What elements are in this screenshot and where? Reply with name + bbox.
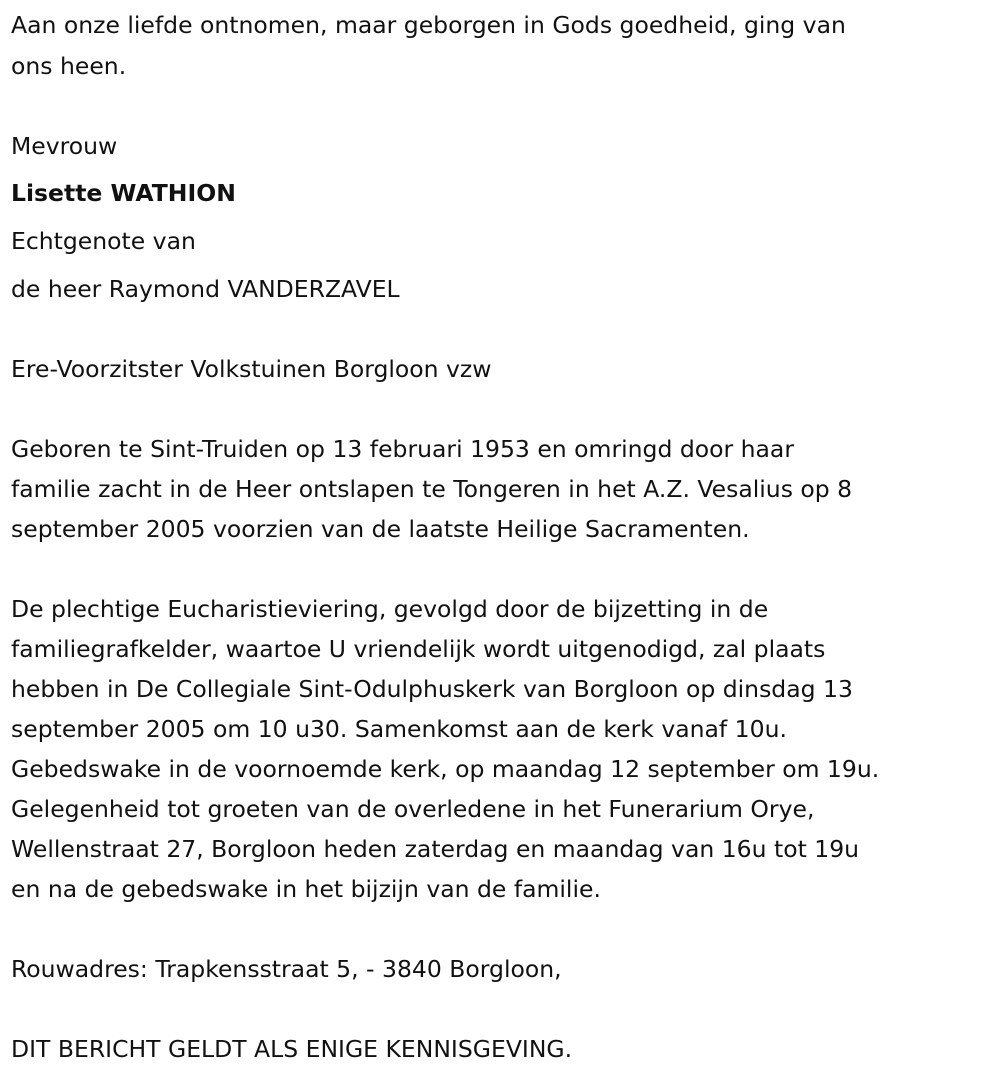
spouse-line: de heer Raymond VANDERZAVEL <box>11 275 400 303</box>
title: Mevrouw <box>11 132 118 160</box>
ceremony-line: familiegrafkelder, waartoe U vriendelijk wordt uitgenodigd, zal plaats <box>11 635 826 663</box>
ceremony-line: Wellenstraat 27, Borgloon heden zaterdag en maandag van 16u tot 19u <box>11 835 860 863</box>
intro-line: Aan onze liefde ontnomen, maar geborgen in Gods goedheid, ging van <box>11 11 846 39</box>
mourning-address: Rouwadres: Trapkensstraat 5, - 3840 Borgloon, <box>11 955 562 983</box>
intro-line: ons heen. <box>11 52 127 80</box>
role: Ere-Voorzitster Volkstuinen Borgloon vzw <box>11 355 492 383</box>
birth-death-line: september 2005 voorzien van de laatste Heilige Sacramenten. <box>11 515 750 543</box>
deceased-name: Lisette WATHION <box>11 179 236 207</box>
ceremony-line: september 2005 om 10 u30. Samenkomst aan de kerk vanaf 10u. <box>11 715 787 743</box>
ceremony-line: en na de gebedswake in het bijzijn van de familie. <box>11 875 601 903</box>
birth-death-line: Geboren te Sint-Truiden op 13 februari 1953 en omringd door haar <box>11 435 794 463</box>
ceremony-line: Gebedswake in de voornoemde kerk, op maandag 12 september om 19u. <box>11 755 880 783</box>
notice: DIT BERICHT GELDT ALS ENIGE KENNISGEVING. <box>11 1035 573 1063</box>
ceremony-line: De plechtige Eucharistieviering, gevolgd door de bijzetting in de <box>11 595 769 623</box>
spouse-line: Echtgenote van <box>11 227 196 255</box>
ceremony-line: hebben in De Collegiale Sint-Odulphuskerk van Borgloon op dinsdag 13 <box>11 675 853 703</box>
ceremony-line: Gelegenheid tot groeten van de overledene in het Funerarium Orye, <box>11 795 815 823</box>
birth-death-line: familie zacht in de Heer ontslapen te Tongeren in het A.Z. Vesalius op 8 <box>11 475 853 503</box>
